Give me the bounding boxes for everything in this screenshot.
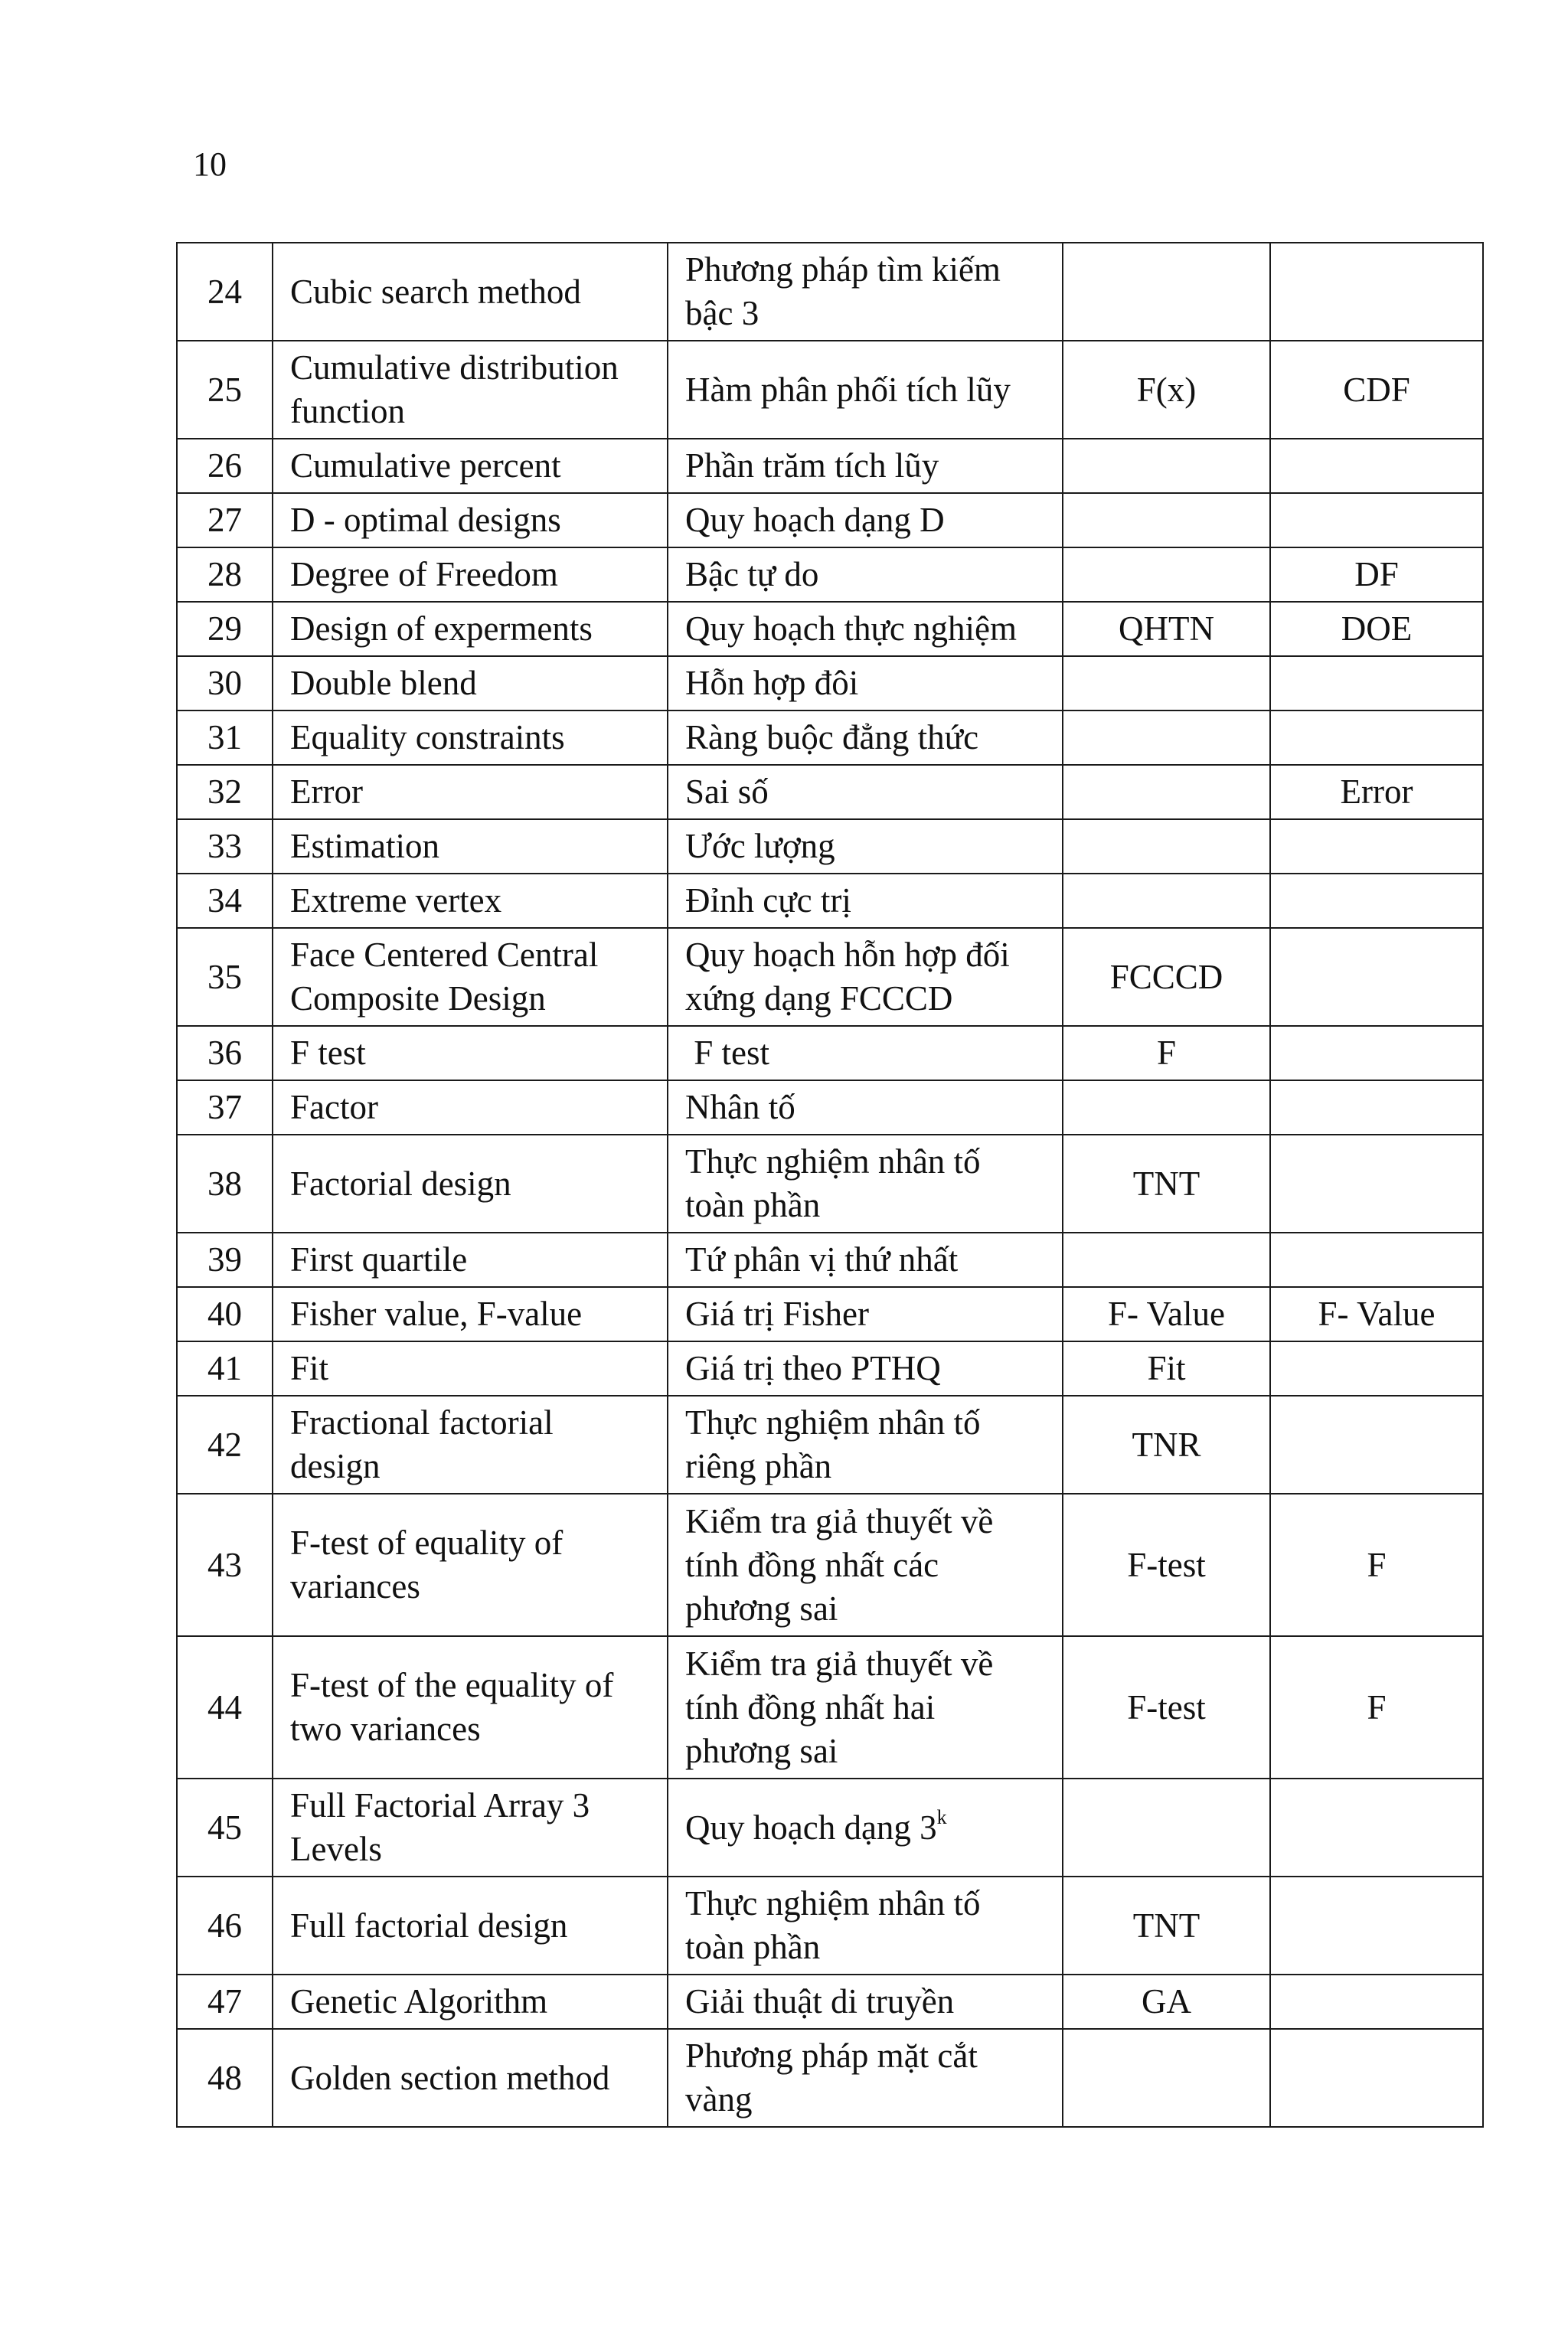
row-number: 29 <box>177 602 273 656</box>
row-number: 41 <box>177 1341 273 1396</box>
abbreviation-2 <box>1270 1080 1483 1135</box>
row-number: 27 <box>177 493 273 547</box>
english-term: Extreme vertex <box>273 874 668 928</box>
abbreviation-2 <box>1270 1135 1483 1233</box>
row-number: 30 <box>177 656 273 710</box>
english-term: Equality constraints <box>273 710 668 765</box>
abbreviation-2 <box>1270 439 1483 493</box>
abbreviation-2: Error <box>1270 765 1483 819</box>
abbreviation-2 <box>1270 2029 1483 2127</box>
abbreviation-2: CDF <box>1270 341 1483 439</box>
abbreviation-2 <box>1270 493 1483 547</box>
english-term: D - optimal designs <box>273 493 668 547</box>
vietnamese-term: Đỉnh cực trị <box>668 874 1063 928</box>
vietnamese-term: Bậc tự do <box>668 547 1063 602</box>
vietnamese-term: Quy hoạch thực nghiệm <box>668 602 1063 656</box>
vietnamese-term: F test <box>668 1026 1063 1080</box>
abbreviation-2 <box>1270 1396 1483 1494</box>
english-term: Genetic Algorithm <box>273 1975 668 2029</box>
table-row <box>177 656 1483 710</box>
vietnamese-term: Hỗn hợp đôi <box>668 656 1063 710</box>
abbreviation-1: F- Value <box>1063 1287 1270 1341</box>
abbreviation-1: F-test <box>1063 1636 1270 1779</box>
table-row <box>177 439 1483 493</box>
table-row <box>177 1494 1483 1636</box>
abbreviation-1: GA <box>1063 1975 1270 2029</box>
row-number: 44 <box>177 1636 273 1779</box>
vietnamese-term <box>668 1779 1063 1877</box>
table-row <box>177 1026 1483 1080</box>
row-number: 33 <box>177 819 273 874</box>
row-number: 24 <box>177 243 273 341</box>
vietnamese-term: Ràng buộc đẳng thức <box>668 710 1063 765</box>
abbreviation-1 <box>1063 1080 1270 1135</box>
row-number: 42 <box>177 1396 273 1494</box>
row-number: 37 <box>177 1080 273 1135</box>
abbreviation-2 <box>1270 928 1483 1026</box>
vietnamese-term: Kiểm tra giả thuyết về tính đồng nhất các phương sai <box>668 1494 1063 1636</box>
vietnamese-term: Giá trị theo PTHQ <box>668 1341 1063 1396</box>
vietnamese-term: Phương pháp tìm kiếm bậc 3 <box>668 243 1063 341</box>
english-term: Fisher value, F-value <box>273 1287 668 1341</box>
vietnamese-term: Sai số <box>668 765 1063 819</box>
abbreviation-1 <box>1063 439 1270 493</box>
row-number: 48 <box>177 2029 273 2127</box>
page-number: 10 <box>193 145 227 183</box>
row-number: 26 <box>177 439 273 493</box>
row-number: 36 <box>177 1026 273 1080</box>
abbreviation-1 <box>1063 765 1270 819</box>
row-number: 32 <box>177 765 273 819</box>
row-number: 25 <box>177 341 273 439</box>
abbreviation-2: F- Value <box>1270 1287 1483 1341</box>
vietnamese-term: Giá trị Fisher <box>668 1287 1063 1341</box>
table-row <box>177 547 1483 602</box>
table-row <box>177 341 1483 439</box>
row-number: 31 <box>177 710 273 765</box>
english-term: Design of experments <box>273 602 668 656</box>
table-row <box>177 1287 1483 1341</box>
table-row <box>177 1341 1483 1396</box>
abbreviation-2: DF <box>1270 547 1483 602</box>
table-row <box>177 243 1483 341</box>
row-number: 39 <box>177 1233 273 1287</box>
vietnamese-term: Nhân tố <box>668 1080 1063 1135</box>
english-term: Golden section method <box>273 2029 668 2127</box>
table-row <box>177 1636 1483 1779</box>
english-term: Cumulative percent <box>273 439 668 493</box>
abbreviation-2: DOE <box>1270 602 1483 656</box>
english-term: Error <box>273 765 668 819</box>
english-term: Full factorial design <box>273 1877 668 1975</box>
glossary-table <box>176 242 1484 2128</box>
vietnamese-term: Giải thuật di truyền <box>668 1975 1063 2029</box>
table-row <box>177 493 1483 547</box>
table-row <box>177 1233 1483 1287</box>
abbreviation-1: Fit <box>1063 1341 1270 1396</box>
abbreviation-2 <box>1270 1779 1483 1877</box>
vietnamese-term: Hàm phân phối tích lũy <box>668 341 1063 439</box>
abbreviation-2 <box>1270 710 1483 765</box>
superscript-exponent: k <box>936 1805 947 1828</box>
vietnamese-term-text: Quy hoạch dạng 3 <box>685 1808 937 1847</box>
row-number: 43 <box>177 1494 273 1636</box>
english-term: Double blend <box>273 656 668 710</box>
table-row <box>177 874 1483 928</box>
abbreviation-2 <box>1270 1341 1483 1396</box>
vietnamese-term: Quy hoạch dạng D <box>668 493 1063 547</box>
vietnamese-term: Tứ phân vị thứ nhất <box>668 1233 1063 1287</box>
abbreviation-1 <box>1063 2029 1270 2127</box>
english-term: Cubic search method <box>273 243 668 341</box>
row-number: 35 <box>177 928 273 1026</box>
abbreviation-2 <box>1270 1975 1483 2029</box>
english-term: Fit <box>273 1341 668 1396</box>
row-number: 38 <box>177 1135 273 1233</box>
vietnamese-term: Thực nghiệm nhân tố riêng phần <box>668 1396 1063 1494</box>
english-term: F test <box>273 1026 668 1080</box>
abbreviation-2 <box>1270 1233 1483 1287</box>
table-row <box>177 710 1483 765</box>
abbreviation-1 <box>1063 547 1270 602</box>
row-number: 40 <box>177 1287 273 1341</box>
abbreviation-2: F <box>1270 1494 1483 1636</box>
english-term: F-test of the equality of two variances <box>273 1636 668 1779</box>
english-term: Estimation <box>273 819 668 874</box>
table-row <box>177 765 1483 819</box>
abbreviation-1 <box>1063 1779 1270 1877</box>
english-term: Factorial design <box>273 1135 668 1233</box>
vietnamese-term: Ước lượng <box>668 819 1063 874</box>
vietnamese-term: Kiểm tra giả thuyết về tính đồng nhất hai phương sai <box>668 1636 1063 1779</box>
abbreviation-1: F(x) <box>1063 341 1270 439</box>
vietnamese-term: Quy hoạch hỗn hợp đối xứng dạng FCCCD <box>668 928 1063 1026</box>
table-row <box>177 1779 1483 1877</box>
table-row <box>177 1975 1483 2029</box>
vietnamese-term: Phần trăm tích lũy <box>668 439 1063 493</box>
abbreviation-1 <box>1063 493 1270 547</box>
abbreviation-1 <box>1063 710 1270 765</box>
abbreviation-1: FCCCD <box>1063 928 1270 1026</box>
abbreviation-1 <box>1063 243 1270 341</box>
abbreviation-1: TNT <box>1063 1135 1270 1233</box>
row-number: 47 <box>177 1975 273 2029</box>
abbreviation-2 <box>1270 1877 1483 1975</box>
english-term: First quartile <box>273 1233 668 1287</box>
table-row <box>177 928 1483 1026</box>
abbreviation-1 <box>1063 656 1270 710</box>
abbreviation-1 <box>1063 819 1270 874</box>
abbreviation-1: F <box>1063 1026 1270 1080</box>
table-row <box>177 1877 1483 1975</box>
table-row <box>177 602 1483 656</box>
english-term: Factor <box>273 1080 668 1135</box>
abbreviation-2 <box>1270 819 1483 874</box>
english-term: Degree of Freedom <box>273 547 668 602</box>
row-number: 46 <box>177 1877 273 1975</box>
row-number: 34 <box>177 874 273 928</box>
abbreviation-1: TNR <box>1063 1396 1270 1494</box>
abbreviation-1: F-test <box>1063 1494 1270 1636</box>
abbreviation-2 <box>1270 1026 1483 1080</box>
english-term: Face Centered Central Composite Design <box>273 928 668 1026</box>
english-term: Cumulative distribution function <box>273 341 668 439</box>
abbreviation-1 <box>1063 1233 1270 1287</box>
row-number: 28 <box>177 547 273 602</box>
abbreviation-2: F <box>1270 1636 1483 1779</box>
english-term: F-test of equality of variances <box>273 1494 668 1636</box>
table-row <box>177 819 1483 874</box>
english-term: Fractional factorial design <box>273 1396 668 1494</box>
abbreviation-2 <box>1270 656 1483 710</box>
table-row <box>177 1135 1483 1233</box>
abbreviation-1: QHTN <box>1063 602 1270 656</box>
abbreviation-2 <box>1270 874 1483 928</box>
table-row <box>177 1396 1483 1494</box>
abbreviation-1: TNT <box>1063 1877 1270 1975</box>
abbreviation-1 <box>1063 874 1270 928</box>
abbreviation-2 <box>1270 243 1483 341</box>
english-term: Full Factorial Array 3 Levels <box>273 1779 668 1877</box>
table-row <box>177 1080 1483 1135</box>
vietnamese-term: Thực nghiệm nhân tố toàn phần <box>668 1877 1063 1975</box>
vietnamese-term: Phương pháp mặt cắt vàng <box>668 2029 1063 2127</box>
row-number: 45 <box>177 1779 273 1877</box>
vietnamese-term: Thực nghiệm nhân tố toàn phần <box>668 1135 1063 1233</box>
table-row <box>177 2029 1483 2127</box>
